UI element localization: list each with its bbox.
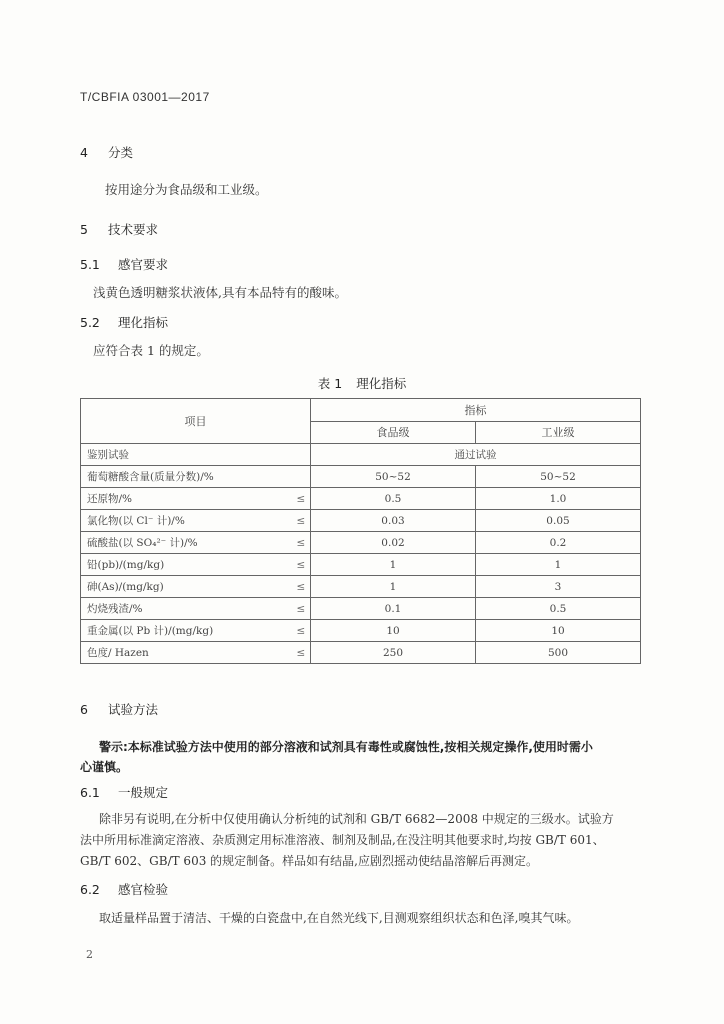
section-title: 分类 bbox=[108, 145, 134, 160]
table-row bbox=[81, 576, 641, 598]
table-caption-number: 表 1 bbox=[317, 376, 343, 391]
row-item: 氯化物(以 Cl⁻ 计)/% bbox=[81, 510, 291, 532]
section-6-1-line-3: GB/T 602、GB/T 603 的规定制备。样品如有结晶,应剧烈摇动使结晶溶解后再测定。 bbox=[80, 854, 538, 868]
row-item: 还原物/% bbox=[81, 488, 291, 510]
row-food-value: 250 bbox=[311, 642, 476, 664]
section-number: 6 bbox=[80, 702, 88, 717]
row-industrial-value: 1 bbox=[476, 554, 641, 576]
col-header-industrial: 工业级 bbox=[476, 421, 641, 444]
warning-line-2: 心谨慎。 bbox=[80, 760, 129, 774]
section-number: 5.2 bbox=[80, 315, 100, 330]
row-symbol: ≤ bbox=[291, 598, 311, 620]
row-item: 灼烧残渣/% bbox=[81, 598, 291, 620]
table-caption bbox=[0, 374, 724, 392]
row-symbol: ≤ bbox=[291, 532, 311, 554]
row-item: 铅(pb)/(mg/kg) bbox=[81, 554, 291, 576]
row-value: 通过试验 bbox=[311, 444, 641, 466]
row-symbol bbox=[291, 466, 311, 488]
table-row bbox=[81, 466, 641, 488]
table-row bbox=[81, 642, 641, 664]
warning-line-1: 警示:本标准试验方法中使用的部分溶液和试剂具有毒性或腐蚀性,按相关规定操作,使用时需小 bbox=[99, 740, 593, 754]
row-industrial-value: 0.05 bbox=[476, 510, 641, 532]
row-industrial-value: 0.2 bbox=[476, 532, 641, 554]
section-6-2-heading bbox=[80, 880, 168, 898]
row-symbol: ≤ bbox=[291, 576, 311, 598]
row-symbol: ≤ bbox=[291, 554, 311, 576]
section-5-heading bbox=[80, 220, 158, 238]
section-6-heading bbox=[80, 700, 158, 718]
row-industrial-value: 0.5 bbox=[476, 598, 641, 620]
row-industrial-value: 50~52 bbox=[476, 466, 641, 488]
row-industrial-value: 10 bbox=[476, 620, 641, 642]
section-5-2-text: 应符合表 1 的规定。 bbox=[93, 343, 209, 358]
table-row bbox=[81, 488, 641, 510]
table-row bbox=[81, 598, 641, 620]
table-row bbox=[81, 510, 641, 532]
row-item: 重金属(以 Pb 计)/(mg/kg) bbox=[81, 620, 291, 642]
row-food-value: 50~52 bbox=[311, 466, 476, 488]
row-food-value: 0.5 bbox=[311, 488, 476, 510]
page-number: 2 bbox=[86, 948, 93, 961]
row-item: 色度/ Hazen bbox=[81, 642, 291, 664]
section-number: 6.2 bbox=[80, 882, 100, 897]
section-title: 感官要求 bbox=[118, 257, 169, 272]
table-row bbox=[81, 532, 641, 554]
section-title: 感官检验 bbox=[118, 882, 169, 897]
row-industrial-value: 500 bbox=[476, 642, 641, 664]
row-food-value: 0.03 bbox=[311, 510, 476, 532]
table-row bbox=[81, 554, 641, 576]
section-6-1-line-2: 法中所用标准滴定溶液、杂质测定用标准溶液、制剂及制品,在没注明其他要求时,均按 GB/T 601、 bbox=[80, 833, 605, 847]
row-food-value: 1 bbox=[311, 576, 476, 598]
section-number: 5.1 bbox=[80, 257, 100, 272]
section-6-1-heading bbox=[80, 783, 168, 801]
section-4-heading bbox=[80, 143, 133, 161]
row-item: 鉴别试验 bbox=[81, 444, 311, 466]
section-5-2-heading bbox=[80, 313, 168, 331]
table-header-row bbox=[81, 399, 641, 422]
section-title: 一般规定 bbox=[118, 785, 169, 800]
section-6-1-line-1: 除非另有说明,在分析中仅使用确认分析纯的试剂和 GB/T 6682—2008 中规定的三级水。试验方 bbox=[99, 812, 614, 826]
col-header-index: 指标 bbox=[311, 399, 641, 422]
row-item: 葡萄糖酸含量(质量分数)/% bbox=[81, 466, 291, 488]
row-food-value: 0.02 bbox=[311, 532, 476, 554]
row-symbol: ≤ bbox=[291, 642, 311, 664]
col-header-food: 食品级 bbox=[311, 421, 476, 444]
spec-table bbox=[80, 398, 641, 664]
section-6-2-text: 取适量样品置于清洁、干燥的白瓷盘中,在自然光线下,目测观察组织状态和色泽,嗅其气味。 bbox=[99, 911, 579, 925]
standard-number: T/CBFIA 03001—2017 bbox=[80, 90, 210, 104]
section-number: 6.1 bbox=[80, 785, 100, 800]
section-5-1-heading bbox=[80, 255, 168, 273]
section-4-text: 按用途分为食品级和工业级。 bbox=[105, 182, 268, 197]
row-symbol: ≤ bbox=[291, 620, 311, 642]
table-row bbox=[81, 620, 641, 642]
table-caption-title: 理化指标 bbox=[356, 376, 407, 391]
row-industrial-value: 1.0 bbox=[476, 488, 641, 510]
table-row bbox=[81, 444, 641, 466]
row-item: 砷(As)/(mg/kg) bbox=[81, 576, 291, 598]
section-number: 4 bbox=[80, 145, 88, 160]
row-food-value: 10 bbox=[311, 620, 476, 642]
section-title: 试验方法 bbox=[108, 702, 159, 717]
row-symbol: ≤ bbox=[291, 510, 311, 532]
col-header-item: 项目 bbox=[81, 399, 311, 444]
section-title: 理化指标 bbox=[118, 315, 169, 330]
section-number: 5 bbox=[80, 222, 88, 237]
section-title: 技术要求 bbox=[108, 222, 159, 237]
row-food-value: 0.1 bbox=[311, 598, 476, 620]
row-item: 硫酸盐(以 SO₄²⁻ 计)/% bbox=[81, 532, 291, 554]
row-food-value: 1 bbox=[311, 554, 476, 576]
row-industrial-value: 3 bbox=[476, 576, 641, 598]
row-symbol: ≤ bbox=[291, 488, 311, 510]
section-5-1-text: 浅黄色透明糖浆状液体,具有本品特有的酸味。 bbox=[93, 285, 347, 300]
